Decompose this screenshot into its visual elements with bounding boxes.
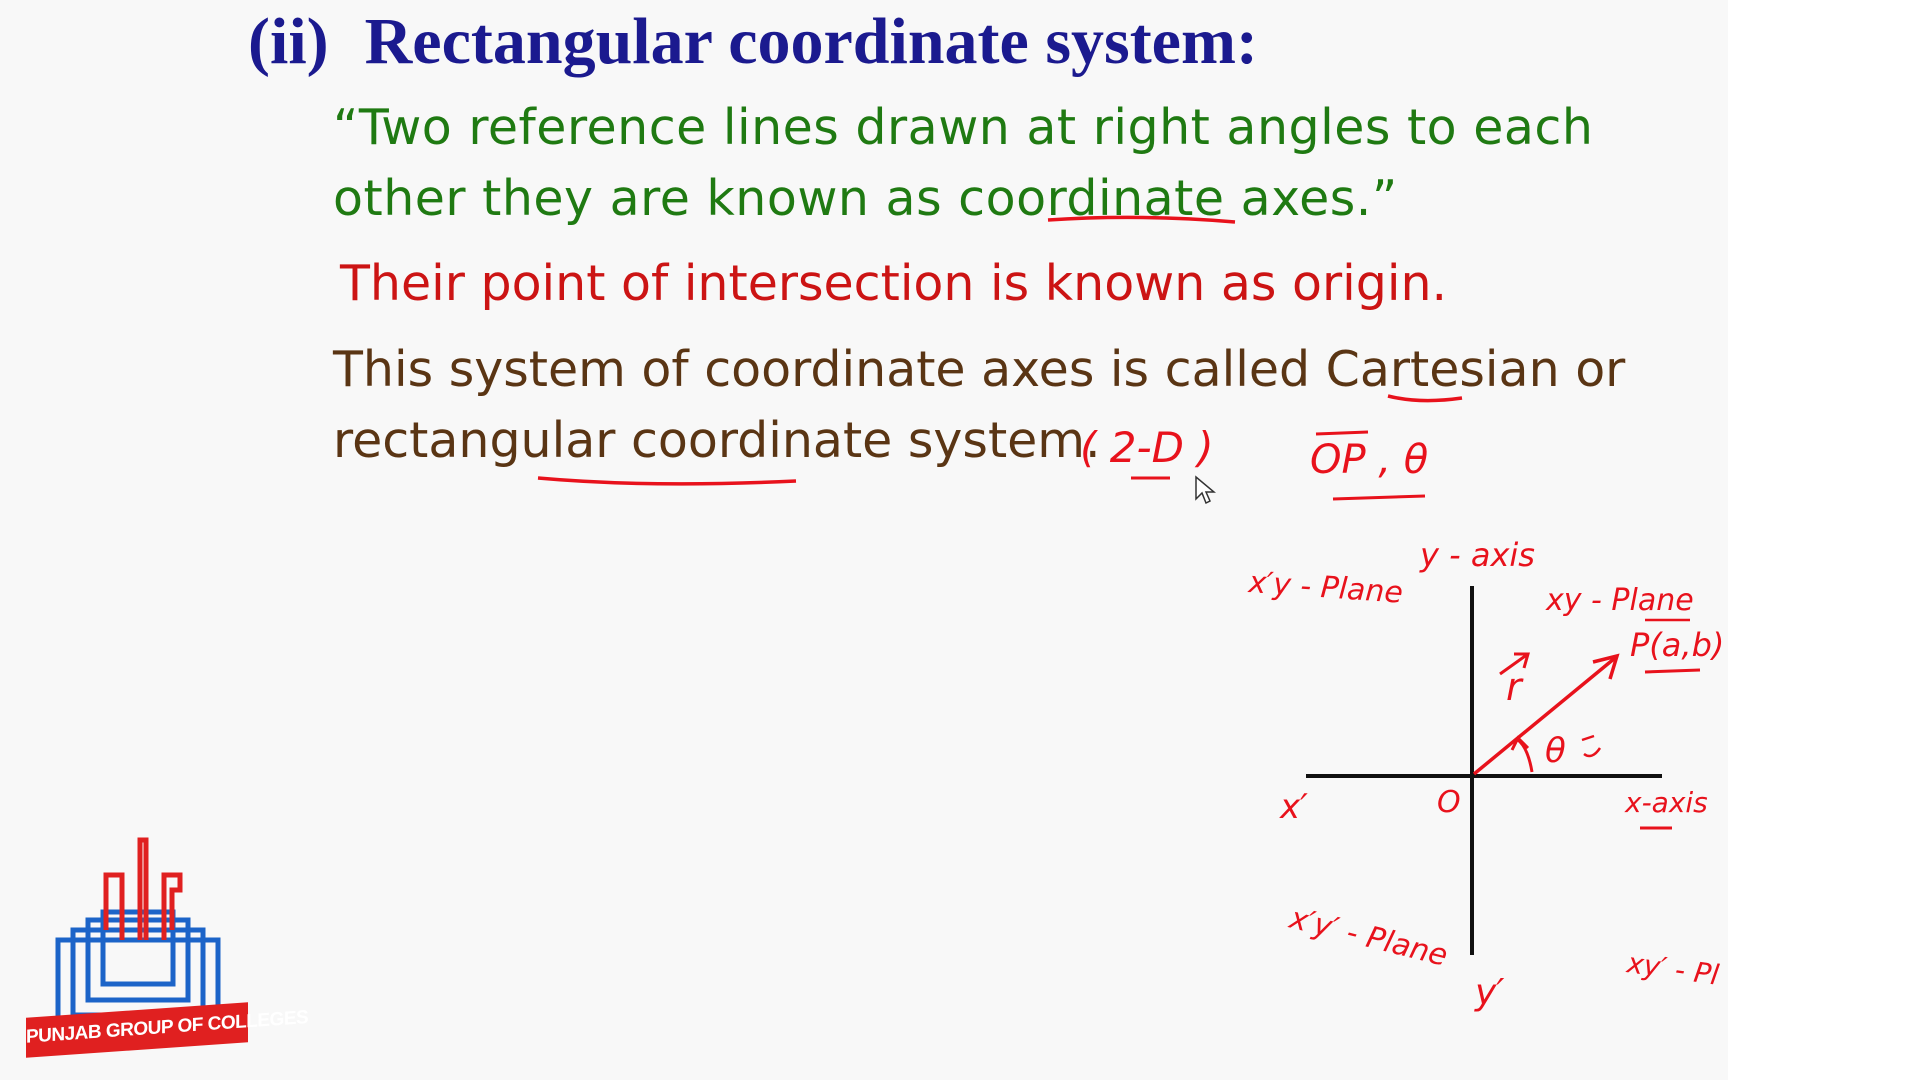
- quadrant-4-label: xy′ - Pl: [1625, 946, 1721, 992]
- theta-label: θ: [1545, 731, 1566, 771]
- point-p-label: P(a,b): [1630, 626, 1725, 664]
- title-number: (ii): [248, 5, 329, 78]
- underline-rectangular-coordinate: [538, 478, 796, 484]
- mouse-pointer-icon: [1194, 475, 1216, 505]
- quadrant-1-label: xy - Plane: [1546, 583, 1694, 618]
- x-prime-label: x′: [1280, 787, 1308, 827]
- cartesian-line-2: rectangular coordinate system.: [333, 412, 1101, 469]
- r-vector-label: r: [1506, 665, 1522, 709]
- op-theta-note: OP , θ: [1310, 437, 1429, 483]
- angle-arc: [1512, 738, 1532, 772]
- origin-sentence-text: Their point of intersection is known as origin.: [340, 255, 1448, 312]
- quadrant-2-label: x′y - Plane: [1247, 565, 1405, 611]
- y-prime-label: y′: [1475, 972, 1505, 1013]
- underline-coordinate-axes: [1048, 217, 1235, 222]
- underline-cartesian: [1388, 396, 1462, 401]
- origin-label: O: [1437, 785, 1461, 820]
- quadrant-3-label: x′y′ - Plane: [1286, 900, 1452, 974]
- logo-banner: PUNJAB GROUP OF COLLEGES: [26, 1002, 248, 1058]
- x-axis-label: x-axis: [1625, 786, 1708, 819]
- y-axis-label: y - axis: [1420, 536, 1535, 574]
- overline-op: [1316, 432, 1368, 434]
- underline-op-theta: [1333, 496, 1425, 499]
- title-text: Rectangular coordinate system:: [364, 5, 1258, 78]
- cartesian-line-1: This system of coordinate axes is called Cartesian or: [333, 341, 1626, 398]
- point-p-underline: [1645, 670, 1700, 672]
- definition-line-1: “Two reference lines drawn at right angles to each: [333, 99, 1594, 156]
- two-d-note: ( 2-D ): [1080, 423, 1214, 472]
- theta-tick-mark: [1582, 736, 1600, 756]
- definition-line-2: other they are known as coordinate axes.”: [333, 170, 1398, 227]
